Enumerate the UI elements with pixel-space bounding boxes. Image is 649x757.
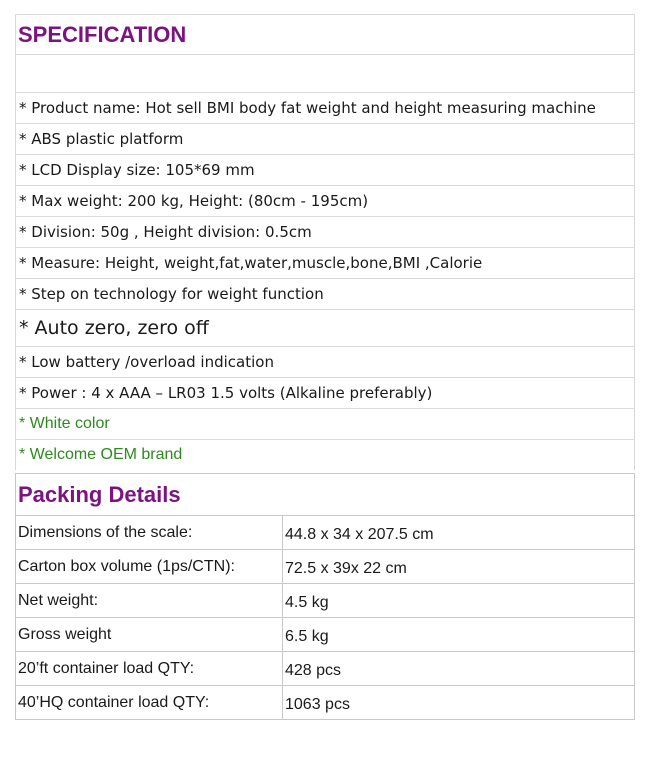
packing-value-dimensions: 44.8 x 34 x 207.5 cm bbox=[283, 518, 635, 552]
packing-label-dimensions: Dimensions of the scale: bbox=[16, 516, 283, 550]
packing-title: Packing Details bbox=[16, 474, 635, 516]
spec-item-product-name: * Product name: Hot sell BMI body fat weight and height measuring machine bbox=[16, 93, 635, 124]
packing-value-net-weight: 4.5 kg bbox=[283, 586, 635, 620]
spec-item-measure: * Measure: Height, weight,fat,water,muscle,bone,BMI ,Calorie bbox=[16, 248, 635, 279]
spec-item-low-battery: * Low battery /overload indication bbox=[16, 347, 635, 378]
spec-item-power: * Power : 4 x AAA – LR03 1.5 volts (Alkaline preferably) bbox=[16, 378, 635, 409]
packing-value-20ft-load: 428 pcs bbox=[283, 654, 635, 688]
spec-item-platform: * ABS plastic platform bbox=[16, 124, 635, 155]
packing-details-table bbox=[15, 473, 635, 720]
table-row bbox=[16, 618, 635, 652]
spec-item-auto-zero: * Auto zero, zero off bbox=[16, 310, 635, 347]
spec-item-lcd-size: * LCD Display size: 105*69 mm bbox=[16, 155, 635, 186]
spec-item-oem-brand: * Welcome OEM brand bbox=[16, 440, 635, 471]
packing-value-gross-weight: 6.5 kg bbox=[283, 620, 635, 654]
table-row bbox=[16, 686, 635, 720]
table-row bbox=[16, 652, 635, 686]
packing-label-carton-volume: Carton box volume (1ps/CTN): bbox=[16, 550, 283, 584]
specification-table bbox=[15, 14, 635, 470]
specification-title: SPECIFICATION bbox=[16, 15, 635, 55]
packing-label-20ft-load: 20’ft container load QTY: bbox=[16, 652, 283, 686]
table-row bbox=[16, 584, 635, 618]
packing-label-gross-weight: Gross weight bbox=[16, 618, 283, 652]
spec-item-division: * Division: 50g , Height division: 0.5cm bbox=[16, 217, 635, 248]
blank-row bbox=[16, 55, 635, 93]
spec-item-max-weight: * Max weight: 200 kg, Height: (80cm - 195cm) bbox=[16, 186, 635, 217]
spec-item-step-on: * Step on technology for weight function bbox=[16, 279, 635, 310]
packing-label-40hq-load: 40’HQ container load QTY: bbox=[16, 686, 283, 720]
packing-label-net-weight: Net weight: bbox=[16, 584, 283, 618]
packing-value-carton-volume: 72.5 x 39x 22 cm bbox=[283, 552, 635, 586]
packing-value-40hq-load: 1063 pcs bbox=[283, 688, 635, 722]
table-row bbox=[16, 516, 635, 550]
table-row bbox=[16, 550, 635, 584]
spec-item-white-color: * White color bbox=[16, 409, 635, 440]
